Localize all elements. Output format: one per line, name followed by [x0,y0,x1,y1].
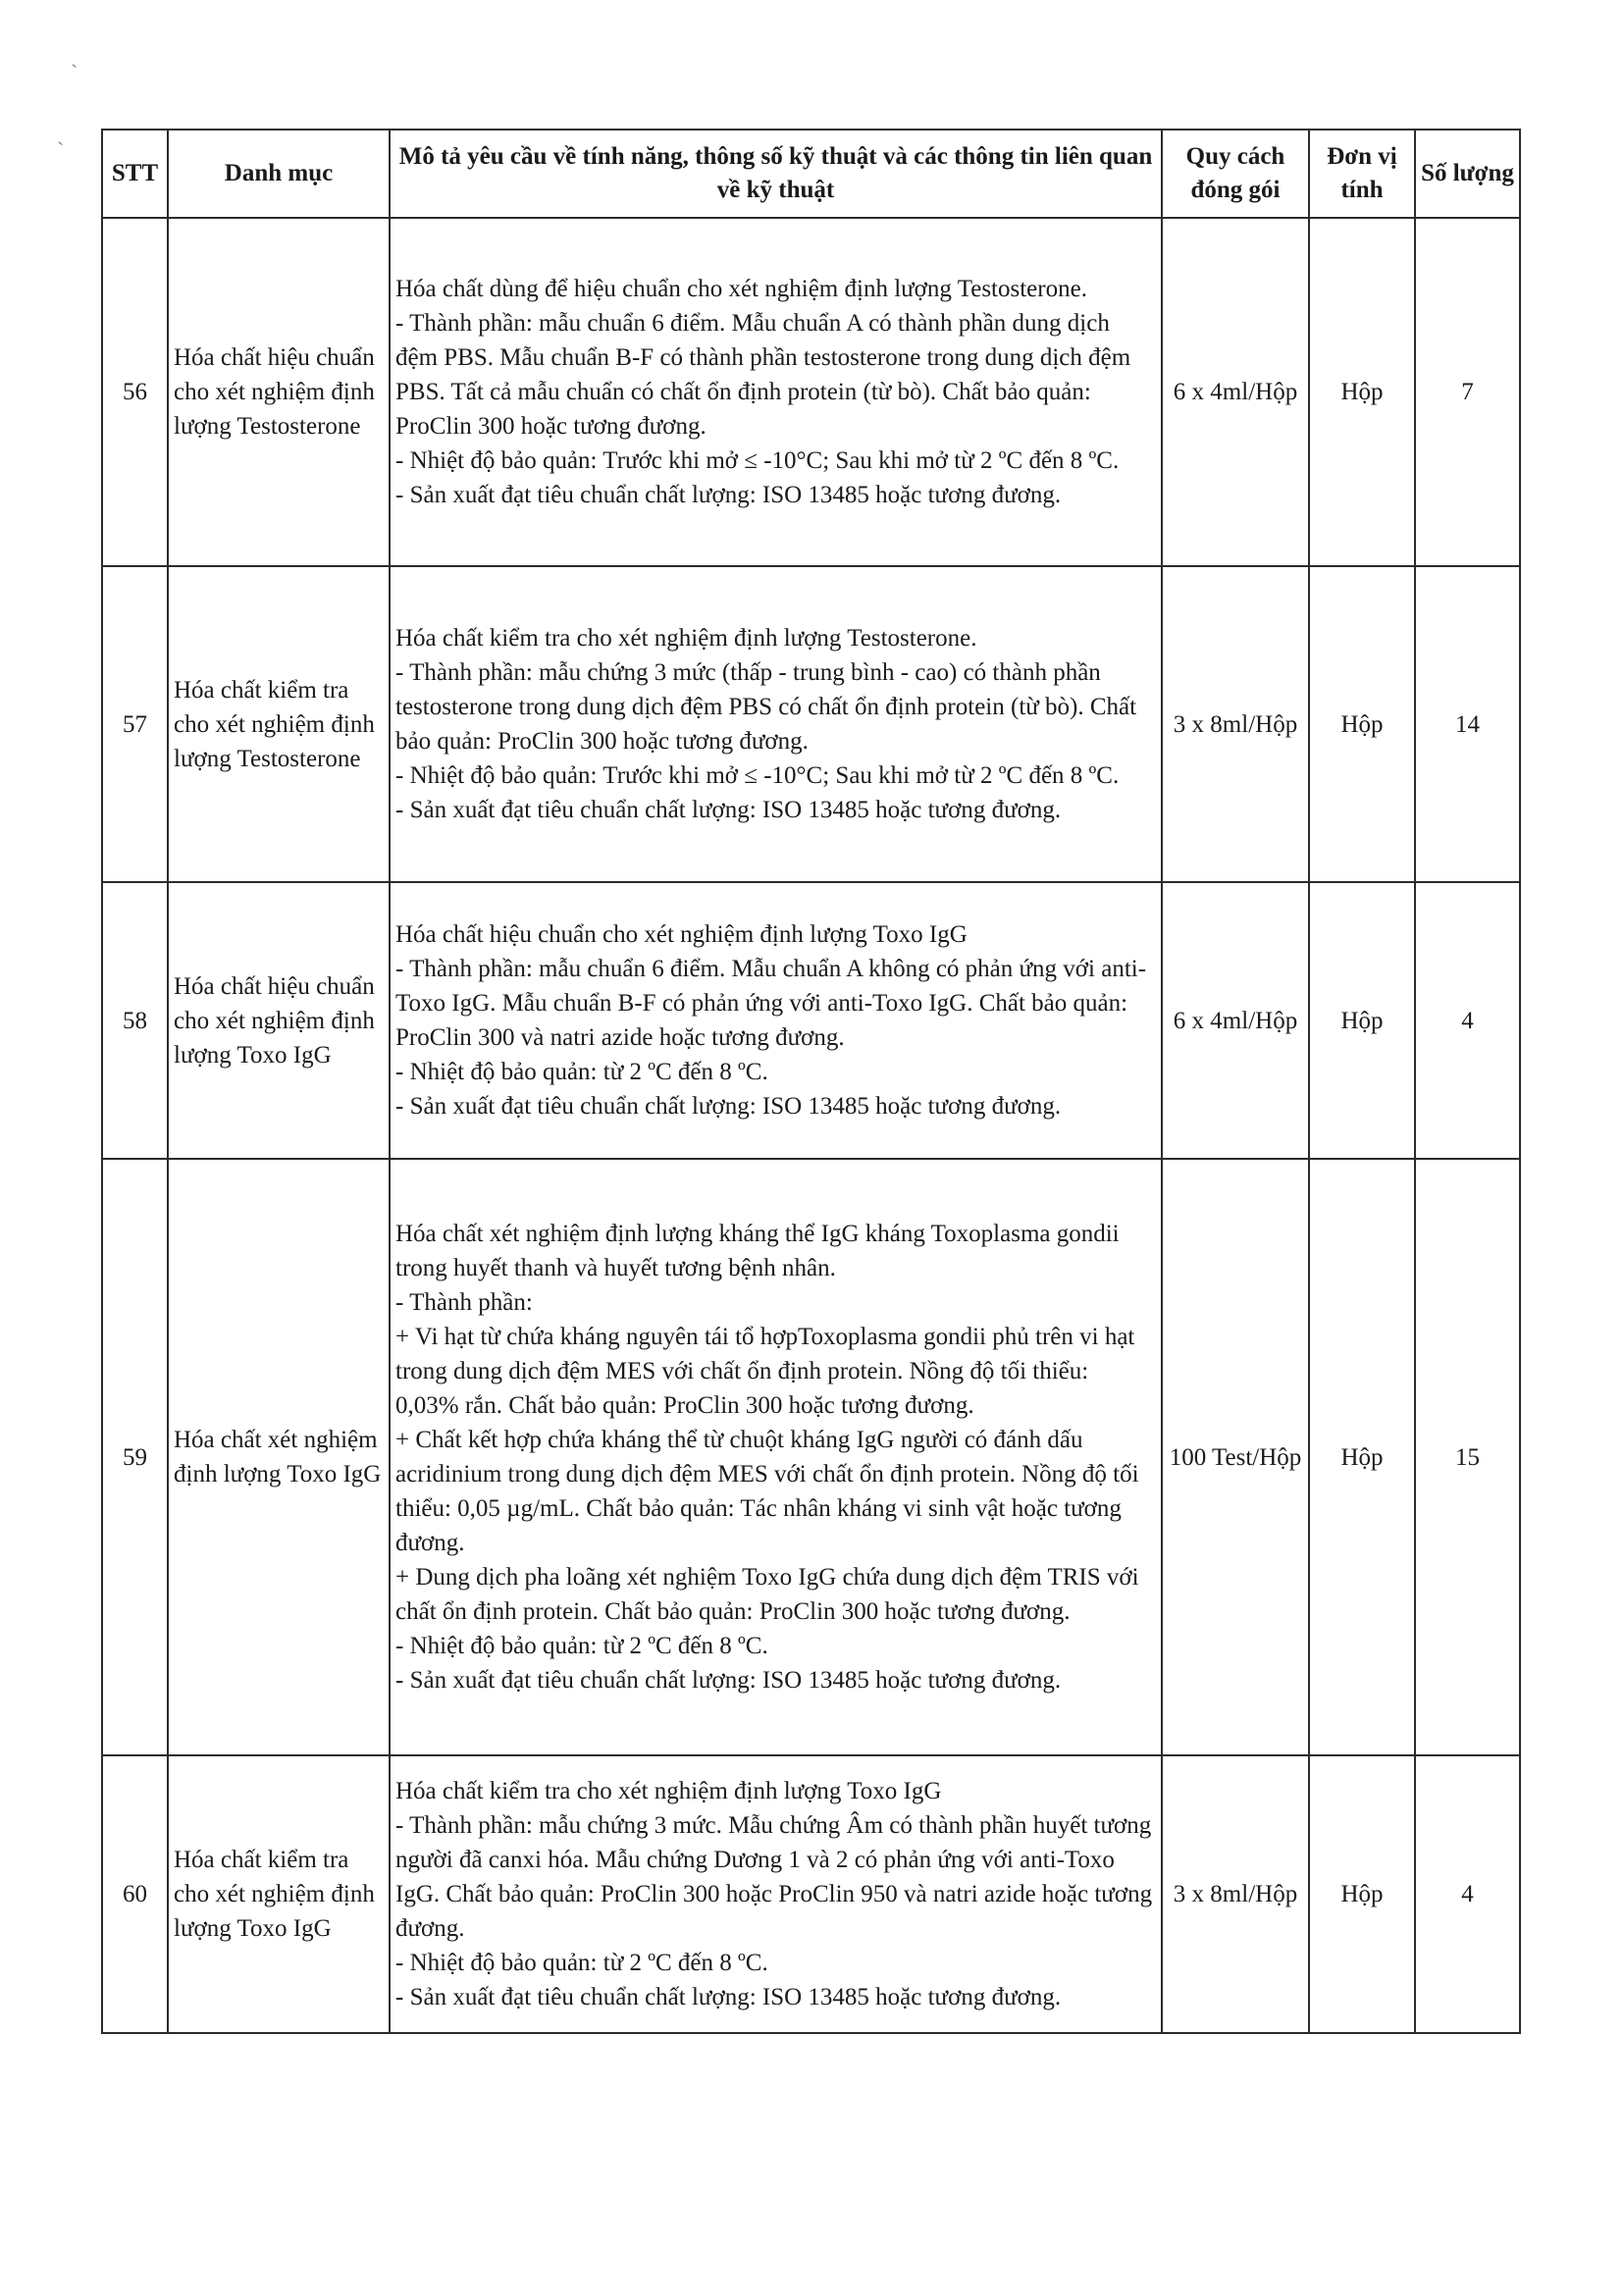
row-stt: 59 [102,1159,168,1755]
header-stt: STT [102,130,168,218]
row-category-name: Hóa chất kiểm tra cho xét nghiệm định lượng Toxo IgG [168,1755,390,2033]
scan-speck: ˋ [57,137,65,162]
description-line: - Nhiệt độ bảo quản: Trước khi mở ≤ -10°C; Sau khi mở từ 2 ºC đến 8 ºC. [395,447,1120,474]
row-packaging: 100 Test/Hộp [1162,1159,1309,1755]
description-line: - Nhiệt độ bảo quản: từ 2 ºC đến 8 ºC. [395,1950,768,1976]
row-unit: Hộp [1309,566,1415,882]
description-line: + Chất kết hợp chứa kháng thể từ chuột kháng IgG người có đánh dấu acridinium trong dung dịch đệm MES với chất ổn định protein. Nồng độ tối thiểu: 0,05 µg/mL. Chất bảo quản: Tác nhân kháng vi sinh vật hoặc tương đương. [395,1427,1139,1556]
row-packaging: 3 x 8ml/Hộp [1162,1755,1309,2033]
row-stt: 58 [102,882,168,1159]
description-line: + Vi hạt từ chứa kháng nguyên tái tổ hợpToxoplasma gondii phủ trên vi hạt trong dung dịch đệm MES với chất ổn định protein. Nồng độ tối thiểu: 0,03% rắn. Chất bảo quản: ProClin 300 hoặc tương đương. [395,1324,1135,1419]
description-line: Hóa chất xét nghiệm định lượng kháng thể IgG kháng Toxoplasma gondii trong huyết thanh và huyết tương bệnh nhân. [395,1221,1120,1281]
row-category-name: Hóa chất hiệu chuẩn cho xét nghiệm định lượng Toxo IgG [168,882,390,1159]
row-packaging: 3 x 8ml/Hộp [1162,566,1309,882]
description-line: - Sản xuất đạt tiêu chuẩn chất lượng: ISO 13485 hoặc tương đương. [395,797,1062,823]
row-description [390,882,1162,1159]
row-quantity: 15 [1415,1159,1520,1755]
row-packaging: 6 x 4ml/Hộp [1162,882,1309,1159]
row-unit: Hộp [1309,1159,1415,1755]
header-quantity: Số lượng [1415,130,1520,218]
header-category: Danh mục [168,130,390,218]
row-quantity: 14 [1415,566,1520,882]
description-line: Hóa chất kiểm tra cho xét nghiệm định lượng Testosterone. [395,625,977,652]
row-category-name: Hóa chất hiệu chuẩn cho xét nghiệm định lượng Testosterone [168,218,390,566]
row-quantity: 7 [1415,218,1520,566]
row-category-name: Hóa chất kiểm tra cho xét nghiệm định lượng Testosterone [168,566,390,882]
row-unit: Hộp [1309,882,1415,1159]
row-quantity: 4 [1415,882,1520,1159]
row-description [390,1755,1162,2033]
description-line: - Thành phần: mẫu chuẩn 6 điểm. Mẫu chuẩn A không có phản ứng với anti-Toxo IgG. Mẫu chuẩn B-F có phản ứng với anti-Toxo IgG. Chất bảo quản: ProClin 300 và natri azide hoặc tương đương. [395,956,1147,1051]
description-line: - Nhiệt độ bảo quản: Trước khi mở ≤ -10°C; Sau khi mở từ 2 ºC đến 8 ºC. [395,762,1120,789]
description-line: - Thành phần: mẫu chứng 3 mức (thấp - trung bình - cao) có thành phần testosterone trong dung dịch đệm PBS có chất ổn định protein (từ bò). Chất bảo quản: ProClin 300 hoặc tương đương. [395,659,1137,755]
row-stt: 60 [102,1755,168,2033]
description-line: Hóa chất hiệu chuẩn cho xét nghiệm định lượng Toxo IgG [395,921,968,948]
description-line: + Dung dịch pha loãng xét nghiệm Toxo IgG chứa dung dịch đệm TRIS với chất ổn định protein. Chất bảo quản: ProClin 300 hoặc tương đương. [395,1564,1139,1625]
description-line: - Sản xuất đạt tiêu chuẩn chất lượng: ISO 13485 hoặc tương đương. [395,1093,1062,1120]
description-line: - Nhiệt độ bảo quản: từ 2 ºC đến 8 ºC. [395,1059,768,1085]
row-unit: Hộp [1309,218,1415,566]
table-row [102,566,1520,882]
row-packaging: 6 x 4ml/Hộp [1162,218,1309,566]
row-unit: Hộp [1309,1755,1415,2033]
description-line: - Thành phần: mẫu chứng 3 mức. Mẫu chứng Âm có thành phần huyết tương người đã canxi hóa. Mẫu chứng Dương 1 và 2 có phản ứng với anti-Toxo IgG. Chất bảo quản: ProClin 300 hoặc ProClin 950 và natri azide hoặc tương đương. [395,1812,1153,1942]
header-description: Mô tả yêu cầu về tính năng, thông số kỹ thuật và các thông tin liên quan về kỹ thuật [390,130,1162,218]
row-stt: 57 [102,566,168,882]
table-row [102,882,1520,1159]
table-row [102,1755,1520,2033]
specification-table [101,129,1521,2034]
table-header-row [102,130,1520,218]
header-packaging: Quy cách đóng gói [1162,130,1309,218]
table-row [102,1159,1520,1755]
table-row [102,218,1520,566]
description-line: Hóa chất dùng để hiệu chuẩn cho xét nghiệm định lượng Testosterone. [395,276,1087,302]
description-line: - Sản xuất đạt tiêu chuẩn chất lượng: ISO 13485 hoặc tương đương. [395,482,1062,508]
description-line: - Thành phần: [395,1289,533,1316]
row-category-name: Hóa chất xét nghiệm định lượng Toxo IgG [168,1159,390,1755]
row-description [390,566,1162,882]
description-line: - Sản xuất đạt tiêu chuẩn chất lượng: ISO 13485 hoặc tương đương. [395,1667,1062,1694]
row-quantity: 4 [1415,1755,1520,2033]
description-line: - Nhiệt độ bảo quản: từ 2 ºC đến 8 ºC. [395,1633,768,1659]
scan-speck: ˎ [71,43,79,68]
table-body [102,218,1520,2033]
header-unit: Đơn vị tính [1309,130,1415,218]
description-line: - Thành phần: mẫu chuẩn 6 điểm. Mẫu chuẩn A có thành phần dung dịch đệm PBS. Mẫu chuẩn B-F có thành phần testosterone trong dung dịch đệm PBS. Tất cả mẫu chuẩn có chất ổn định protein (từ bò). Chất bảo quản: ProClin 300 hoặc tương đương. [395,310,1131,440]
row-stt: 56 [102,218,168,566]
description-line: - Sản xuất đạt tiêu chuẩn chất lượng: ISO 13485 hoặc tương đương. [395,1984,1062,2010]
row-description [390,1159,1162,1755]
description-line: Hóa chất kiểm tra cho xét nghiệm định lượng Toxo IgG [395,1778,942,1804]
row-description [390,218,1162,566]
